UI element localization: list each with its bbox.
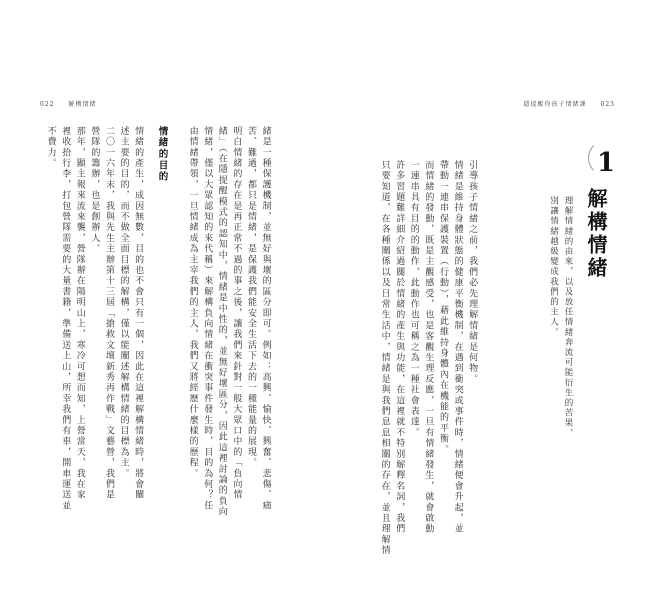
text-column: 述主要的目的，而不做全面目標的解構，僅以能闡述解構情緒的目標為主。: [118, 126, 129, 480]
text-column: 明白情緒的存在是再正常不過的事之後，讓我們來針對一般大眾口中的「負向情: [231, 126, 242, 501]
left-running-head-text: 解構情緒: [68, 101, 97, 108]
text-column: 帶動一連串保護裝置（行動），藉此維持身體內在機能的平衡。: [437, 160, 448, 456]
left-page-body-first: [182, 126, 270, 517]
text-column: 情緒，僅以大眾認知的來代稱）來解構負向情緒在衝突事件發生時，目的為何？任: [202, 126, 213, 512]
left-page-number: 022: [40, 101, 55, 108]
text-column: 情緒是維持身體狀態的健康平衡機制，在遇到衝突或事件時，情緒便會升起，並: [452, 160, 463, 535]
subtitle-line: 理解情緒的由來，以及放任情緒奔流可能衍生的苦果，: [563, 196, 573, 439]
chapter-number: 1: [596, 148, 616, 178]
text-column: 緒」（在隱提醒模式的認知中，情緒是中性的，並無好壞區分，因此這裡討論的負向: [216, 126, 227, 518]
right-page-number: 023: [600, 101, 615, 108]
text-column: 情緒的產生，成因無數，目的也不會只有一個，因此在這裡解構情緒時，將會闡: [133, 126, 144, 501]
text-column: 引導孩子情緒之前，我們必先理解情緒是何物。: [467, 160, 478, 385]
text-column: 而情緒的發動，既是主觀感受，也是客觀生理反應，一旦有情緒發生，就會啟動: [423, 160, 434, 535]
subtitle-line: 別讓情緒越級變成我們的主人。: [548, 196, 559, 338]
section-heading: 情緒的目的: [156, 126, 168, 183]
right-running-head: [524, 99, 615, 108]
right-page-body: [374, 160, 476, 556]
text-column: 緒是一種保護機制，並無好與壞的區分即可。例如：高興、愉快、興奮、悲傷、痛: [260, 126, 271, 512]
text-column: 苦、難過，都只是情緒，是保護我們能安全生活下去的一種能量的展現。: [245, 126, 256, 469]
text-column: 二〇一六年末，我與先生主辦第十三屆「搶救文壇新秀再作戰」文藝營，我們是: [103, 126, 114, 501]
text-column: 只要知道，在各種關係以及日常生活中，情緒是與我們息息相關的存在，並且理解情: [379, 160, 390, 556]
text-column: 不費力。: [45, 126, 56, 169]
right-running-head-text: 隱提醒你孩子情緒課: [523, 101, 587, 108]
text-column: 一連串具有目的的動作，此動作也可稱之為一種社會表達。: [408, 160, 419, 439]
text-column: 許多習題難詳細介紹過關於情緒的產生與功能，在這裡就不特別解釋名詞，我們: [394, 160, 405, 535]
text-column: 由情緒帶領，一旦情緒成為主宰我們的主人，我們又將經歷什麼樣的歷程。: [187, 126, 198, 480]
chapter-subtitle: [543, 196, 572, 438]
left-page-body-section: [40, 126, 142, 511]
text-column: 那年，顯主報來流來襲，營隊辦在陽明山上，寒冷可想而知，上營當天，我在家: [74, 126, 85, 501]
text-column: 裡收拾行李，打包營隊需要的大量書籍，準備送上山，所幸我們有車，開車運送並: [60, 126, 71, 512]
left-running-head: [40, 99, 96, 108]
chapter-title: 解構情緒: [584, 188, 608, 280]
text-column: 營隊的籌辦，也是創辦人。: [89, 126, 100, 255]
